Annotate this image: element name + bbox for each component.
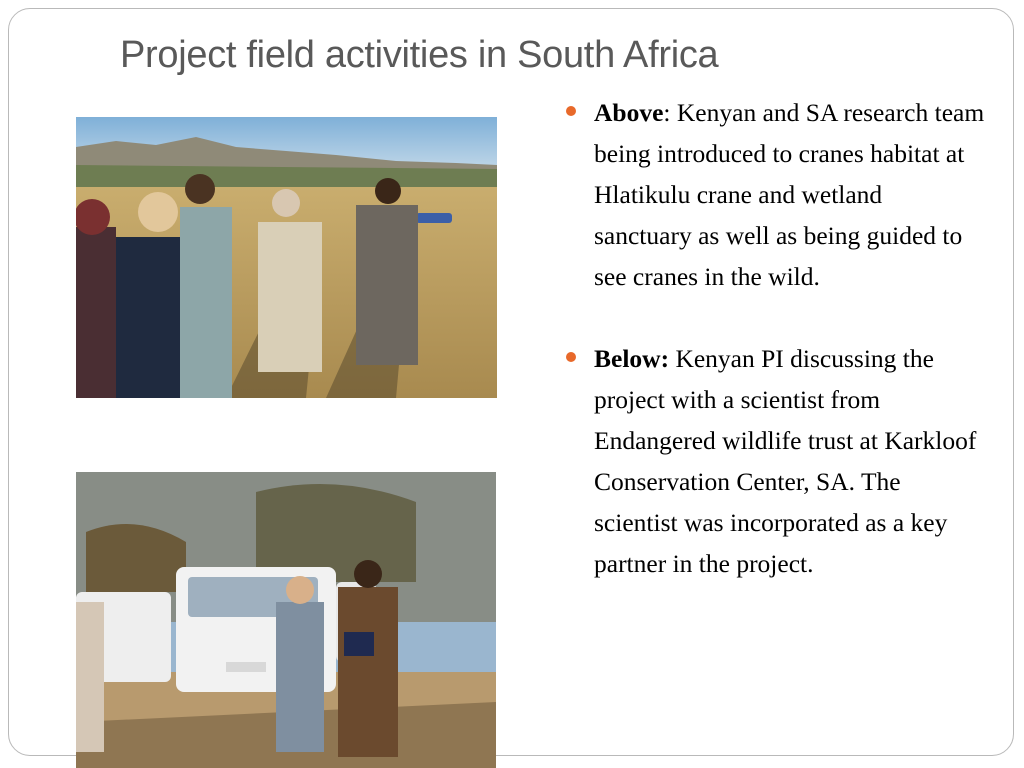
bullet-list	[566, 92, 986, 584]
bullet-lead-above: Above	[594, 98, 664, 127]
bullet-dot-icon	[566, 106, 576, 116]
bullet-lead-punct-above: :	[663, 98, 671, 127]
photo-grassland-team	[76, 117, 497, 398]
photo-truck-meeting-graphic	[76, 472, 496, 768]
photo-truck-meeting	[76, 472, 496, 768]
bullet-text-above: Kenyan and SA research team being introduced to cranes habitat at Hlatikulu crane and wetland sanctuary as well as being guided to see cranes in the wild.	[594, 98, 985, 291]
slide-title: Project field activities in South Africa	[120, 34, 719, 76]
bullet-item-below	[566, 338, 986, 584]
photo-grassland-team-graphic	[76, 117, 497, 398]
bullet-dot-icon	[566, 352, 576, 362]
bullet-text-below: Kenyan PI discussing the project with a scientist from Endangered wildlife trust at Karkloof Conservation Center, SA. The scientist was incorporated as a key partner in the project.	[594, 344, 977, 578]
bullet-lead-below: Below:	[594, 344, 670, 373]
bullet-item-above	[566, 92, 986, 297]
